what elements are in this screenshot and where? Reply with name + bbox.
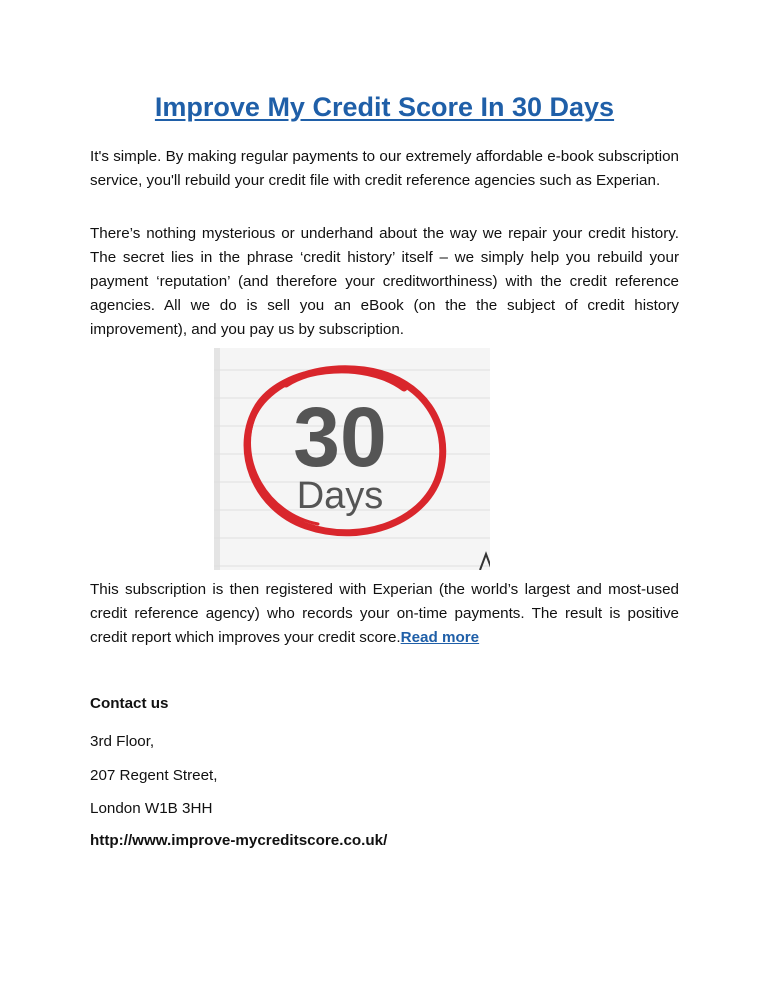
thirty-days-illustration [214,348,490,570]
contact-heading: Contact us [90,695,169,712]
explanation-paragraph: There’s nothing mysterious or underhand about the way we repair your credit history. The secret lies in the phrase ‘credit history’ itself – we simply help you rebuild your payment ‘reputation’ (and therefore your creditworthiness) with the credit reference agencies. All we do is sell you an eBook (on the the subject of credit history improvement), and you pay us by subscription. [90,225,679,338]
subscription-paragraph [90,578,679,650]
address-line-floor: 3rd Floor, [90,733,155,750]
read-more-link[interactable]: Read more [400,629,480,646]
subscription-text: This subscription is then registered with Experian (the world’s largest and most-used credit reference agency) who records your on-time payments. The result is positive credit report which improves your credit score. [90,581,679,646]
address-line-city: London W1B 3HH [90,800,213,817]
hero-word: Days [296,475,384,517]
page-title: Improve My Credit Score In 30 Days [154,92,615,122]
paper-left-edge [214,348,220,570]
address-line-street: 207 Regent Street, [90,767,218,784]
thirty-days-image [214,348,490,570]
hero-number: 30 [293,390,387,484]
website-url[interactable]: http://www.improve-mycreditscore.co.uk/ [90,832,388,849]
intro-paragraph: It's simple. By making regular payments to our extremely affordable e-book subscription service, you'll rebuild your credit file with credit reference agencies such as Experian. [90,148,679,189]
